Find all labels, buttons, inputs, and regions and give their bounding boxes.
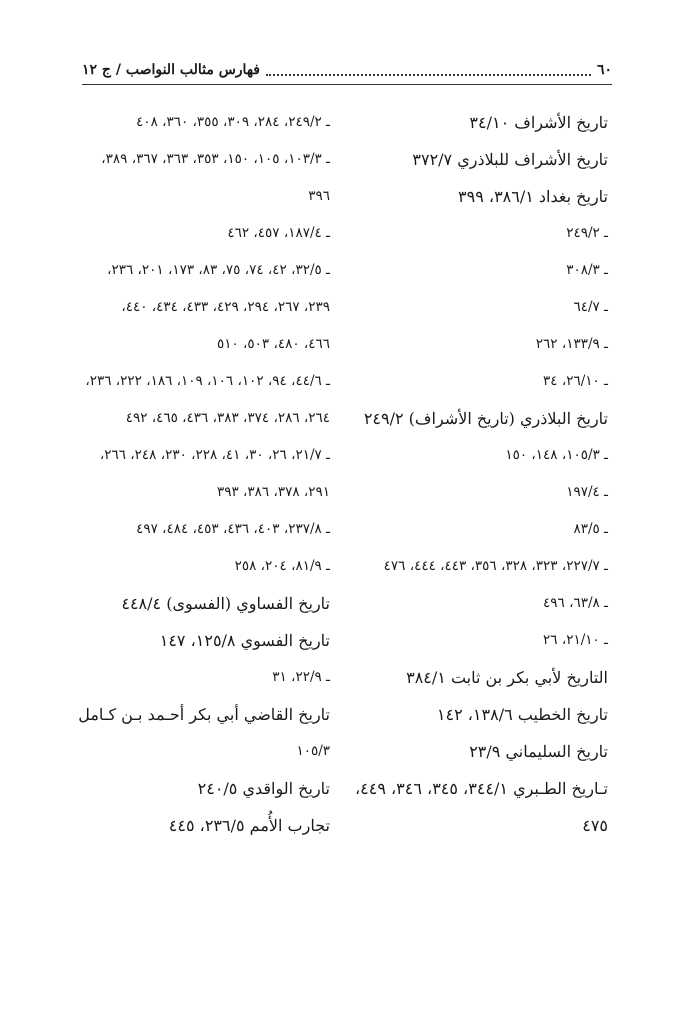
- index-entry: ـ ١٠٣/٣، ١٠٥، ١٥٠، ٣٥٣، ٣٦٣، ٣٦٧، ٣٨٩،: [101, 151, 330, 167]
- index-entry: تاريخ الأشراف للبلاذري ٣٧٢/٧: [412, 150, 608, 169]
- index-entry: تجارب الأُمم ٢٣٦/٥، ٤٤٥: [168, 816, 330, 835]
- index-entry: تاريخ السليماني ٢٣/٩: [469, 742, 608, 761]
- index-entry: ـ ٢٤٩/٢، ٢٨٤، ٣٠٩، ٣٥٥، ٣٦٠، ٤٠٨: [136, 114, 330, 130]
- index-entry: ـ ٤٤/٦، ٩٤، ١٠٢، ١٠٦، ١٠٩، ١٨٦، ٢٢٢، ٢٣٦،: [85, 373, 330, 389]
- index-entry: ـ ٨٣/٥: [573, 521, 608, 537]
- index-entry: ٢٦٤، ٢٨٦، ٣٧٤، ٣٨٣، ٤٣٦، ٤٦٥، ٤٩٢: [125, 410, 330, 426]
- index-entry: التاريخ لأبي بكر بن ثابت ٣٨٤/١: [406, 668, 608, 687]
- header-leader-dots: [266, 64, 591, 76]
- index-entry: ـ ٢١/١٠، ٢٦: [543, 632, 608, 648]
- index-entry: ٢٩١، ٣٧٨، ٣٨٦، ٣٩٣: [216, 484, 330, 500]
- header-rule: [82, 84, 612, 85]
- index-column-right: [354, 104, 608, 844]
- index-entry: تاريخ الفسوي ١٢٥/٨، ١٤٧: [159, 631, 330, 650]
- index-entry: تاريخ القاضي أبي بكر أحـمد بـن كـامل: [78, 705, 330, 724]
- index-entry: ـ ٢٦/١٠، ٣٤: [543, 373, 608, 389]
- running-header: [82, 58, 612, 82]
- index-entry: تاريخ الواقدي ٢٤٠/٥: [197, 779, 330, 798]
- index-entry: ـ ٣٠٨/٣: [566, 262, 608, 278]
- index-entry: تاريخ الفساوي (الفسوى) ٤٤٨/٤: [121, 594, 330, 613]
- index-entry: ـ ١٩٧/٤: [566, 484, 608, 500]
- index-entry: ـ ٢٤٩/٢: [566, 225, 608, 241]
- index-entry: ـ ٣٢/٥، ٤٢، ٧٤، ٧٥، ٨٣، ١٧٣، ٢٠١، ٢٣٦،: [107, 262, 330, 278]
- index-entry: ١٠٥/٣: [296, 743, 330, 759]
- index-entry: تاريخ البلاذري (تاريخ الأشراف) ٢٤٩/٢: [363, 409, 608, 428]
- index-entry: ـ ١٠٥/٣، ١٤٨، ١٥٠: [505, 447, 608, 463]
- index-entry: ـ ٦٣/٨، ٤٩٦: [543, 595, 608, 611]
- index-entry: ـ ٢٣٧/٨، ٤٠٣، ٤٣٦، ٤٥٣، ٤٨٤، ٤٩٧: [136, 521, 330, 537]
- index-entry: ـ ٦٤/٧: [573, 299, 608, 315]
- index-entry: تاريخ الخطيب ١٣٨/٦، ١٤٢: [436, 705, 608, 724]
- index-entry: ـ ٢٢٧/٧، ٣٢٣، ٣٢٨، ٣٥٦، ٤٤٣، ٤٤٤، ٤٧٦: [383, 558, 608, 574]
- index-column-left: [78, 104, 330, 844]
- index-entry: ٢٣٩، ٢٦٧، ٢٩٤، ٤٢٩، ٤٣٣، ٤٣٤، ٤٤٠،: [121, 299, 330, 315]
- index-entry: تـاريخ الطـبري ٣٤٤/١، ٣٤٥، ٣٤٦، ٤٤٩،: [354, 779, 608, 798]
- index-entry: ٤٧٥: [582, 816, 608, 835]
- index-entry: ـ ٢١/٧، ٢٦، ٣٠، ٤١، ٢٢٨، ٢٣٠، ٢٤٨، ٢٦٦،: [99, 447, 330, 463]
- index-entry: تاريخ بغداد ٣٨٦/١، ٣٩٩: [458, 187, 608, 206]
- header-title: فهارس مثالب النواصب / ج ١٢: [82, 62, 260, 78]
- index-entry: ـ ١٨٧/٤، ٤٥٧، ٤٦٢: [227, 225, 330, 241]
- index-entry: ٤٦٦، ٤٨٠، ٥٠٣، ٥١٠: [216, 336, 330, 352]
- index-entry: ـ ٨١/٩، ٢٠٤، ٢٥٨: [234, 558, 330, 574]
- index-entry: ـ ١٣٣/٩، ٢٦٢: [535, 336, 608, 352]
- page-number: ٦٠: [596, 62, 612, 78]
- index-entry: تاريخ الأشراف ٣٤/١٠: [469, 113, 608, 132]
- index-entry: ٣٩٦: [308, 188, 330, 204]
- index-entry: ـ ٢٢/٩، ٣١: [272, 669, 330, 685]
